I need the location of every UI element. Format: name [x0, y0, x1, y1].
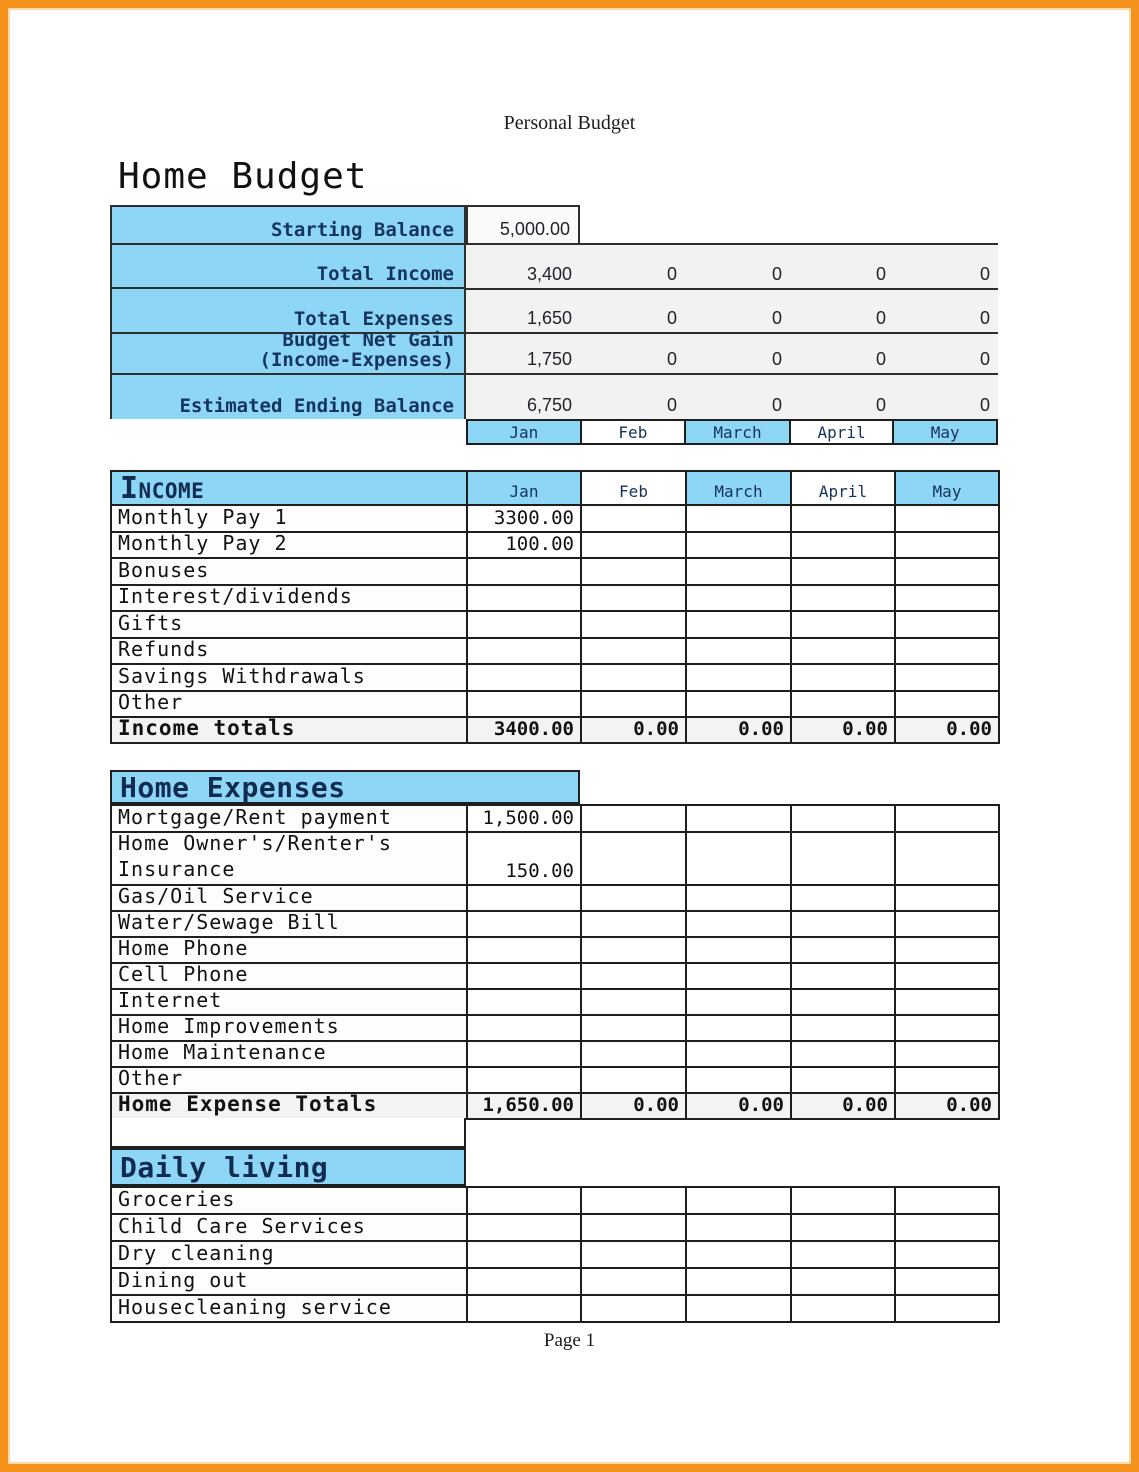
income-totals-row	[112, 718, 1000, 744]
income-label: Interest/dividends	[112, 586, 468, 613]
expense-row-other	[112, 1068, 1000, 1094]
income-totals-label: Income totals	[112, 718, 468, 744]
expense-april-cell	[792, 990, 896, 1016]
expense-feb-cell	[582, 990, 687, 1016]
expense-feb-cell	[582, 1016, 687, 1042]
expense-may-cell	[896, 912, 1000, 938]
expense-may-cell	[896, 1016, 1000, 1042]
income-feb-cell	[582, 506, 687, 533]
ending-balance-feb: 0	[666, 395, 677, 416]
daily-march-cell	[687, 1269, 792, 1296]
income-total-may: 0.00	[896, 718, 1000, 744]
expense-row-cell-phone	[112, 964, 1000, 990]
expense-total-april: 0.00	[792, 1094, 896, 1120]
income-label: Refunds	[112, 639, 468, 666]
expense-jan-cell	[468, 938, 582, 964]
expense-march-cell	[687, 964, 792, 990]
expense-jan-cell	[468, 1016, 582, 1042]
daily-row-groceries	[112, 1188, 1000, 1215]
income-april-cell	[792, 612, 896, 639]
income-feb-cell	[582, 692, 687, 719]
daily-label: Child Care Services	[112, 1215, 468, 1242]
expense-may-cell	[896, 833, 1000, 886]
daily-living-table	[110, 1186, 1000, 1323]
month-header-march: March	[686, 419, 791, 445]
daily-april-cell	[792, 1296, 896, 1323]
income-feb-cell	[582, 533, 687, 560]
daily-may-cell	[896, 1242, 1000, 1269]
home-expenses-section-header	[110, 770, 580, 804]
income-jan-cell	[468, 559, 582, 586]
income-row-monthly-pay-1	[112, 506, 1000, 533]
expense-feb-cell	[582, 1068, 687, 1094]
expense-march-cell	[687, 1068, 792, 1094]
expense-jan-cell	[468, 1042, 582, 1068]
income-march-cell	[687, 506, 792, 533]
income-may-cell	[896, 692, 1000, 719]
expense-label: Cell Phone	[112, 964, 468, 990]
expense-row-insurance	[112, 833, 1000, 886]
income-row-savings-withdrawals	[112, 665, 1000, 692]
ending-balance-jan: 6,750	[526, 395, 572, 416]
summary-label-total-expenses: Total Expenses	[112, 289, 464, 333]
summary-label-total-income: Total Income	[112, 245, 464, 289]
income-jan-cell	[468, 639, 582, 666]
income-march-cell	[687, 665, 792, 692]
daily-april-cell	[792, 1188, 896, 1215]
income-april-cell	[792, 533, 896, 560]
income-may-cell	[896, 586, 1000, 613]
daily-row-dry-cleaning	[112, 1242, 1000, 1269]
expense-label: Gas/Oil Service	[112, 886, 468, 912]
income-feb-cell	[582, 586, 687, 613]
starting-balance-value-cell: 5,000.00	[466, 205, 580, 245]
expense-label: Internet	[112, 990, 468, 1016]
income-month-jan: Jan	[468, 472, 582, 506]
ending-balance-april: 0	[875, 395, 886, 416]
income-month-feb: Feb	[582, 472, 687, 506]
expense-march-cell	[687, 912, 792, 938]
expense-jan-cell	[468, 1068, 582, 1094]
income-may-cell	[896, 506, 1000, 533]
daily-row-housecleaning	[112, 1296, 1000, 1323]
daily-feb-cell	[582, 1296, 687, 1323]
summary-label-estimated-ending-balance: Estimated Ending Balance	[179, 395, 454, 417]
income-march-cell	[687, 533, 792, 560]
summary-month-header-row	[466, 419, 998, 445]
income-label: Monthly Pay 1	[112, 506, 468, 533]
expense-label	[112, 833, 468, 886]
daily-label: Dining out	[112, 1269, 468, 1296]
summary-row-estimated-ending-balance	[466, 375, 998, 419]
daily-living-section-header	[110, 1148, 466, 1186]
expense-april-cell	[792, 964, 896, 990]
expense-label-line2: Insurance	[118, 857, 236, 881]
expense-total-may: 0.00	[896, 1094, 1000, 1120]
income-feb-cell	[582, 665, 687, 692]
expense-total-jan: 1,650.00	[468, 1094, 582, 1120]
income-may-cell	[896, 639, 1000, 666]
expense-feb-cell	[582, 964, 687, 990]
income-april-cell	[792, 665, 896, 692]
expense-row-home-phone	[112, 938, 1000, 964]
expense-april-cell	[792, 912, 896, 938]
expense-feb-cell	[582, 886, 687, 912]
expense-row-mortgage	[112, 806, 1000, 833]
daily-jan-cell	[468, 1188, 582, 1215]
income-feb-cell	[582, 559, 687, 586]
expense-march-cell	[687, 886, 792, 912]
summary-label-budget-net-gain	[112, 328, 464, 375]
page-number-footer: Page 1	[543, 1330, 596, 1351]
expense-may-cell	[896, 990, 1000, 1016]
daily-feb-cell	[582, 1215, 687, 1242]
income-jan-cell: 3300.00	[468, 506, 582, 533]
expense-total-march: 0.00	[687, 1094, 792, 1120]
income-feb-cell	[582, 612, 687, 639]
net-gain-feb: 0	[666, 348, 677, 369]
expense-label: Other	[112, 1068, 468, 1094]
income-label: Monthly Pay 2	[112, 533, 468, 560]
expense-april-cell	[792, 806, 896, 833]
income-label: Savings Withdrawals	[112, 665, 468, 692]
income-section-title: Income	[112, 472, 468, 506]
income-total-jan: 3400.00	[468, 718, 582, 744]
summary-values-grid	[466, 243, 998, 419]
expense-april-cell	[792, 886, 896, 912]
expense-march-cell	[687, 1042, 792, 1068]
expense-april-cell	[792, 1042, 896, 1068]
month-header-may: May	[894, 419, 998, 445]
daily-jan-cell	[468, 1296, 582, 1323]
expense-row-home-improvements	[112, 1016, 1000, 1042]
daily-label: Dry cleaning	[112, 1242, 468, 1269]
expense-row-home-maintenance	[112, 1042, 1000, 1068]
expense-label: Home Improvements	[112, 1016, 468, 1042]
daily-march-cell	[687, 1215, 792, 1242]
income-month-may: May	[896, 472, 1000, 506]
empty-label-cell	[110, 1118, 466, 1148]
expense-row-gas-oil	[112, 886, 1000, 912]
total-income-jan: 3,400	[526, 263, 572, 284]
net-gain-april: 0	[875, 348, 886, 369]
daily-april-cell	[792, 1242, 896, 1269]
month-header-april: April	[791, 419, 895, 445]
daily-may-cell	[896, 1188, 1000, 1215]
income-jan-cell	[468, 665, 582, 692]
daily-feb-cell	[582, 1269, 687, 1296]
expense-april-cell	[792, 833, 896, 886]
expense-march-cell	[687, 990, 792, 1016]
total-expenses-march: 0	[771, 308, 782, 328]
total-expenses-feb: 0	[666, 308, 677, 328]
expense-label: Home Maintenance	[112, 1042, 468, 1068]
expense-jan-cell: 1,500.00	[468, 806, 582, 833]
income-may-cell	[896, 533, 1000, 560]
income-label: Gifts	[112, 612, 468, 639]
summary-row-total-income	[466, 245, 998, 290]
expense-row-internet	[112, 990, 1000, 1016]
expense-may-cell	[896, 806, 1000, 833]
expense-jan-cell	[468, 964, 582, 990]
total-income-feb: 0	[666, 263, 677, 284]
expense-feb-cell	[582, 938, 687, 964]
daily-living-title: Daily living	[120, 1150, 329, 1184]
daily-feb-cell	[582, 1242, 687, 1269]
income-march-cell	[687, 639, 792, 666]
income-april-cell	[792, 692, 896, 719]
income-jan-cell	[468, 692, 582, 719]
total-expenses-april: 0	[875, 308, 886, 328]
income-month-april: April	[792, 472, 896, 506]
income-feb-cell	[582, 639, 687, 666]
income-table	[110, 470, 1000, 744]
daily-march-cell	[687, 1188, 792, 1215]
income-jan-cell: 100.00	[468, 533, 582, 560]
income-april-cell	[792, 586, 896, 613]
expense-label-line1: Home Owner's/Renter's	[118, 833, 392, 855]
expense-march-cell	[687, 833, 792, 886]
expense-feb-cell	[582, 1042, 687, 1068]
income-header-row	[112, 472, 1000, 506]
daily-feb-cell	[582, 1188, 687, 1215]
daily-label: Housecleaning service	[112, 1296, 468, 1323]
expense-totals-label: Home Expense Totals	[112, 1094, 468, 1120]
income-total-march: 0.00	[687, 718, 792, 744]
total-income-april: 0	[875, 263, 886, 284]
month-header-jan: Jan	[468, 419, 582, 445]
daily-jan-cell	[468, 1269, 582, 1296]
expense-label: Mortgage/Rent payment	[112, 806, 468, 833]
expense-label: Water/Sewage Bill	[112, 912, 468, 938]
expense-april-cell	[792, 1068, 896, 1094]
daily-label: Groceries	[112, 1188, 468, 1215]
income-total-feb: 0.00	[582, 718, 687, 744]
expense-march-cell	[687, 1016, 792, 1042]
income-row-refunds	[112, 639, 1000, 666]
daily-row-dining-out	[112, 1269, 1000, 1296]
income-april-cell	[792, 639, 896, 666]
net-gain-jan: 1,750	[526, 348, 572, 369]
daily-may-cell	[896, 1269, 1000, 1296]
summary-row-total-expenses	[466, 290, 998, 335]
daily-may-cell	[896, 1296, 1000, 1323]
income-row-monthly-pay-2	[112, 533, 1000, 560]
expense-may-cell	[896, 1068, 1000, 1094]
income-label: Other	[112, 692, 468, 719]
summary-label-budget-net-gain-line1: Budget Net Gain	[282, 328, 454, 351]
total-expenses-jan: 1,650	[526, 308, 572, 328]
daily-april-cell	[792, 1215, 896, 1242]
expense-may-cell	[896, 1042, 1000, 1068]
expense-april-cell	[792, 1016, 896, 1042]
income-may-cell	[896, 665, 1000, 692]
income-march-cell	[687, 586, 792, 613]
income-march-cell	[687, 692, 792, 719]
home-expenses-table	[110, 804, 1000, 1120]
expense-march-cell	[687, 938, 792, 964]
expense-label: Home Phone	[112, 938, 468, 964]
summary-label-column	[110, 205, 466, 419]
expense-jan-cell: 150.00	[468, 833, 582, 886]
expense-march-cell	[687, 806, 792, 833]
income-march-cell	[687, 612, 792, 639]
ending-balance-march: 0	[771, 395, 782, 416]
expense-may-cell	[896, 886, 1000, 912]
income-april-cell	[792, 506, 896, 533]
income-march-cell	[687, 559, 792, 586]
expense-feb-cell	[582, 806, 687, 833]
expense-may-cell	[896, 938, 1000, 964]
net-gain-may: 0	[979, 348, 990, 369]
income-row-other	[112, 692, 1000, 719]
summary-row-budget-net-gain	[466, 334, 998, 375]
expense-totals-row	[112, 1094, 1000, 1120]
income-jan-cell	[468, 586, 582, 613]
expense-may-cell	[896, 964, 1000, 990]
total-income-march: 0	[771, 263, 782, 284]
expense-row-water-sewage	[112, 912, 1000, 938]
summary-label-budget-net-gain-line2: (Income-Expenses)	[259, 348, 454, 371]
daily-april-cell	[792, 1269, 896, 1296]
total-income-may: 0	[979, 263, 990, 284]
income-may-cell	[896, 612, 1000, 639]
income-may-cell	[896, 559, 1000, 586]
expense-jan-cell	[468, 886, 582, 912]
income-row-gifts	[112, 612, 1000, 639]
expense-feb-cell	[582, 912, 687, 938]
daily-march-cell	[687, 1242, 792, 1269]
income-total-april: 0.00	[792, 718, 896, 744]
ending-balance-may: 0	[979, 395, 990, 416]
expense-total-feb: 0.00	[582, 1094, 687, 1120]
total-expenses-may: 0	[979, 308, 990, 328]
page-title: Home Budget	[118, 156, 368, 197]
daily-jan-cell	[468, 1215, 582, 1242]
expense-april-cell	[792, 938, 896, 964]
income-label: Bonuses	[112, 559, 468, 586]
daily-may-cell	[896, 1215, 1000, 1242]
month-header-feb: Feb	[582, 419, 687, 445]
income-april-cell	[792, 559, 896, 586]
daily-march-cell	[687, 1296, 792, 1323]
income-row-interest-dividends	[112, 586, 1000, 613]
income-month-march: March	[687, 472, 792, 506]
income-row-bonuses	[112, 559, 1000, 586]
daily-jan-cell	[468, 1242, 582, 1269]
expense-jan-cell	[468, 990, 582, 1016]
expense-jan-cell	[468, 912, 582, 938]
income-jan-cell	[468, 612, 582, 639]
daily-row-child-care	[112, 1215, 1000, 1242]
document-header-title: Personal Budget	[503, 112, 636, 134]
summary-label-starting-balance: Starting Balance	[112, 207, 464, 245]
expense-feb-cell	[582, 833, 687, 886]
net-gain-march: 0	[771, 348, 782, 369]
home-expenses-title: Home Expenses	[120, 770, 346, 804]
